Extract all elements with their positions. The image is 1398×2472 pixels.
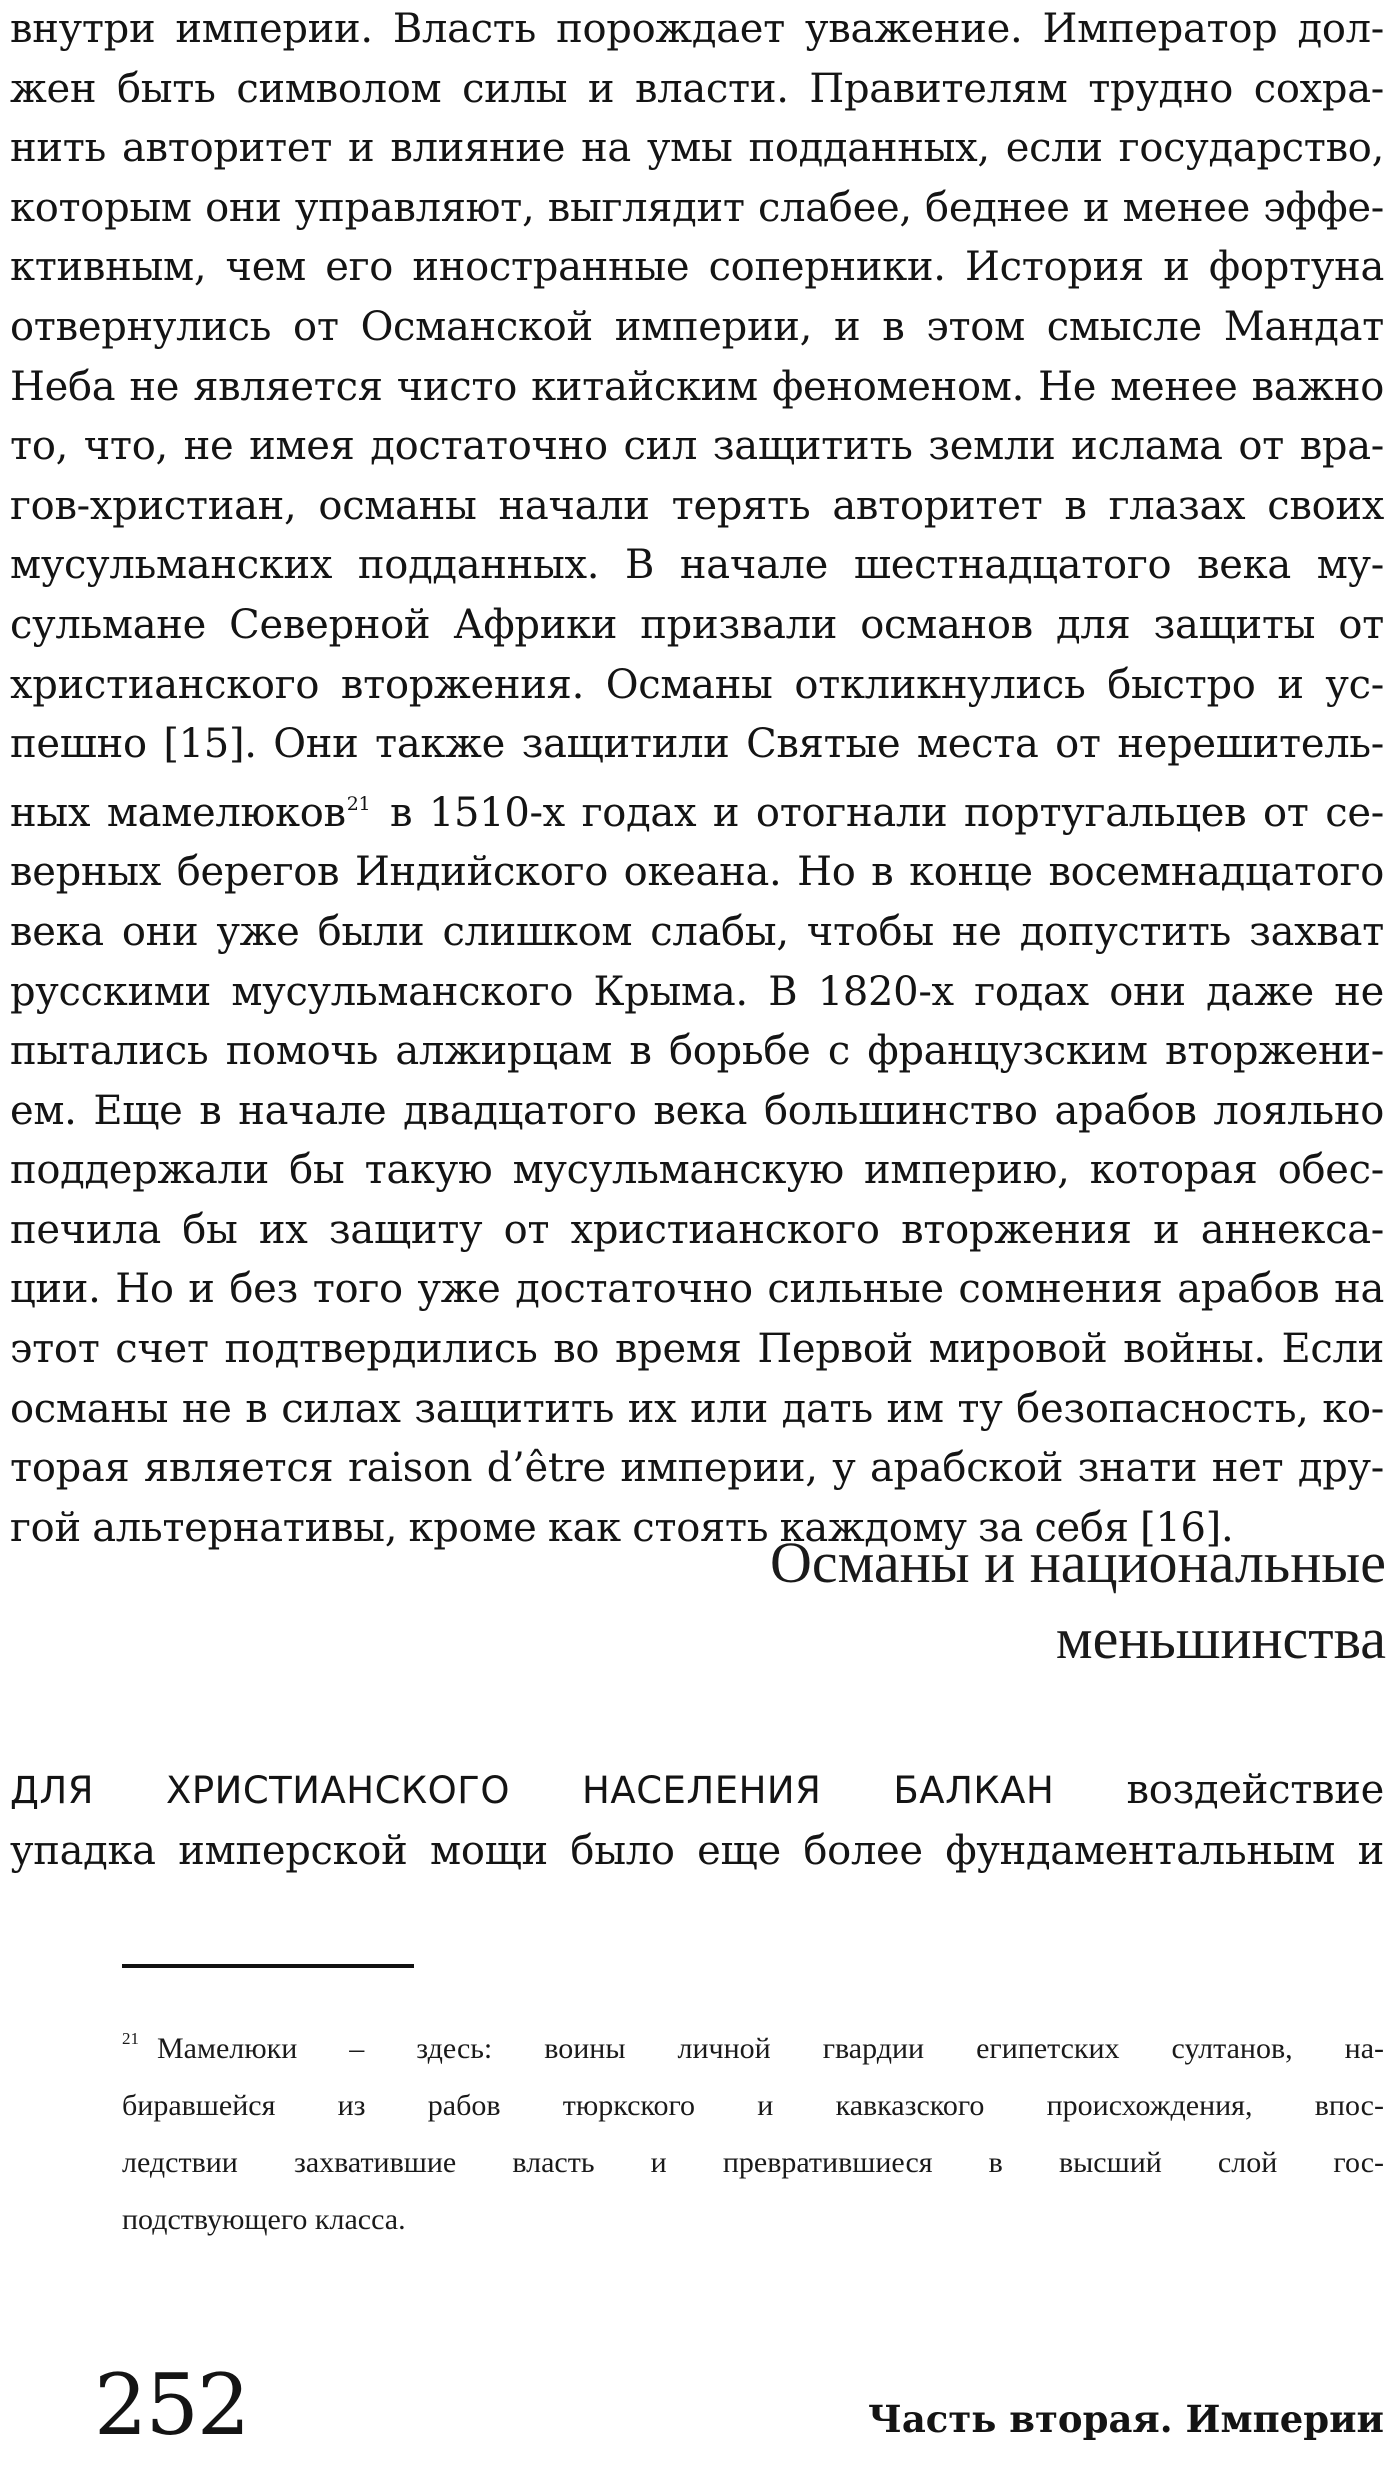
footnote-line: ледствии захватившие власть и превратившиеся в высший слой гос-: [122, 2146, 1384, 2179]
body-line: нить авторитет и влияние на умы подданных, если государство,: [10, 125, 1384, 172]
page-number: 252: [94, 2356, 249, 2454]
body-line: этот счет подтвердились во время Первой мировой войны. Если: [10, 1326, 1384, 1373]
body-line: поддержали бы такую мусульманскую империю, которая обес-: [10, 1147, 1384, 1194]
footnote: [122, 2010, 1384, 2248]
section-heading: [286, 1525, 1386, 1677]
opening-line-2: упадка имперской мощи было еще более фундаментальным и: [10, 1828, 1384, 1874]
section-heading-line-1: Османы и национальные: [769, 1530, 1386, 1595]
body-line: ктивным, чем его иностранные соперники. История и фортуна: [10, 244, 1384, 291]
mameluke-text-before: ных мамелюков: [10, 789, 346, 836]
body-line: жен быть символом силы и власти. Правителям трудно сохра-: [10, 65, 1384, 112]
body-line: торая является raison d’être империи, у арабской знати нет дру-: [10, 1445, 1384, 1492]
body-line: верных берегов Индийского океана. Но в конце восемнадцатого: [10, 849, 1384, 896]
body-line: то, что, не имея достаточно сил защитить земли ислама от вра-: [10, 423, 1384, 470]
running-head: Часть вторая. Империи: [868, 2397, 1384, 2441]
footnote-divider: [122, 1964, 414, 1968]
body-line: внутри империи. Власть порождает уважение. Император дол-: [10, 6, 1384, 52]
opening-line-1: [10, 1760, 1384, 1821]
body-line: пытались помочь алжирцам в борьбе с французским вторжени-: [10, 1028, 1384, 1075]
opening-line-1-rest: воздействие: [1054, 1767, 1384, 1813]
footnote-line-1-text: Мамелюки – здесь: воины личной гвардии египетских султанов, на-: [157, 2032, 1384, 2065]
lead-in-smallcaps: ДЛЯ ХРИСТИАНСКОГО НАСЕЛЕНИЯ БАЛКАН: [10, 1769, 1055, 1812]
footnote-line: [122, 2010, 1384, 2077]
section-heading-line-2: меньшинства: [1055, 1606, 1386, 1671]
body-line: христианского вторжения. Османы откликнулись быстро и ус-: [10, 661, 1384, 708]
body-paragraph: [10, 0, 1384, 1558]
body-line: гой альтернативы, кроме как стоять каждому за себя [16].: [10, 1504, 1234, 1551]
footnote-line: подствующего класса.: [122, 2203, 406, 2236]
body-line: ции. Но и без того уже достаточно сильные сомнения арабов на: [10, 1266, 1384, 1313]
body-line: сульмане Северной Африки призвали османов для защиты от: [10, 601, 1384, 648]
body-line: которым они управляют, выглядит слабее, беднее и менее эффе-: [10, 184, 1384, 231]
body-line: печила бы их защиту от христианского вторжения и аннекса-: [10, 1206, 1384, 1253]
body-line: Неба не является чисто китайским феноменом. Не менее важно: [10, 363, 1384, 410]
body-line: османы не в силах защитить их или дать им ту безопасность, ко-: [10, 1385, 1384, 1432]
body-line: мусульманских подданных. В начале шестнадцатого века му-: [10, 542, 1384, 589]
section-opening-paragraph: [10, 1760, 1384, 1881]
body-line: русскими мусульманского Крыма. В 1820-х годах они даже не: [10, 968, 1384, 1015]
footnote-mark: 21: [122, 2029, 139, 2048]
body-line: отвернулись от Османской империи, и в этом смысле Мандат: [10, 303, 1384, 350]
body-line: гов-христиан, османы начали терять авторитет в глазах своих: [10, 482, 1384, 529]
body-line: века они уже были слишком слабы, чтобы не допустить захват: [10, 908, 1384, 955]
footnote-reference[interactable]: 21: [346, 792, 371, 815]
body-line: ем. Еще в начале двадцатого века большинство арабов лояльно: [10, 1087, 1384, 1134]
body-line: пешно [15]. Они также защитили Святые места от нерешитель-: [10, 721, 1384, 768]
body-line-with-footnote-ref: [10, 775, 1384, 844]
mameluke-text-after: в 1510-х годах и отогнали португальцев от се-: [373, 789, 1384, 836]
footnote-line: биравшейся из рабов тюркского и кавказского происхождения, впос-: [122, 2089, 1384, 2122]
